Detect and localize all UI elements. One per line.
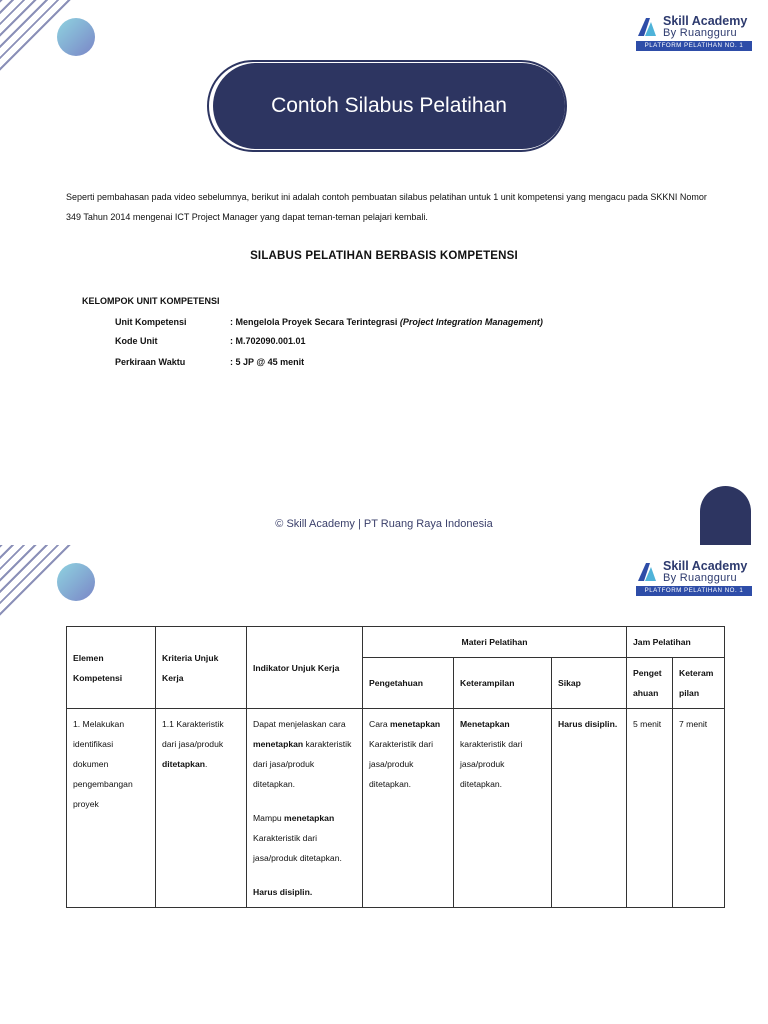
kriteria-end: . [204,759,208,769]
peng-end: Karakteristik dari jasa/produk ditetapkan. [369,739,433,789]
skill-academy-logo [636,14,754,54]
logo-name: Skill Academy [663,14,748,28]
unit-kompetensi-label: Unit Kompetensi [115,317,187,327]
indikator-2 [253,808,356,868]
cell-jam-pengetahuan: 5 menit [627,709,673,908]
kriteria-text: 1.1 Karakteristik dari jasa/produk [162,719,224,749]
cell-kriteria [156,709,247,908]
kode-unit-label: Kode Unit [115,336,158,346]
spacer [253,794,356,808]
kode-unit-value: : M.702090.001.01 [230,336,306,346]
header-keterampilan: Keterampilan [454,658,552,709]
logo-mark-icon [636,561,658,583]
ind1-end: karakteristik dari jasa/produk ditetapkan. [253,739,352,789]
unit-value-text: : Mengelola Proyek Secara Terintegrasi [230,317,400,327]
perkiraan-waktu-value: : 5 JP @ 45 menit [230,357,305,367]
ind1-bold: menetapkan [253,739,304,749]
indikator-1 [253,714,356,794]
ind2-end: Karakteristik dari jasa/produk ditetapkan. [253,833,342,863]
page-footer: © Skill Academy | PT Ruang Raya Indonesia [275,518,493,530]
syllabus-title: SILABUS PELATIHAN BERBASIS KOMPETENSI [250,250,518,262]
cell-indikator [247,709,363,908]
skill-academy-logo [636,559,754,599]
cell-jam-keterampilan: 7 menit [673,709,725,908]
slide-page-2 [0,545,768,1024]
header-jam: Jam Pelatihan [627,627,725,658]
header-sikap: Sikap [552,658,627,709]
decorative-tab [700,486,751,545]
syllabus-table [66,626,725,908]
ind2-text: Mampu [253,813,285,823]
header-kriteria: Kriteria Unjuk Kerja [156,627,247,709]
perkiraan-waktu-label: Perkiraan Waktu [115,357,186,367]
unit-kompetensi-value [230,317,543,327]
kriteria-bold: ditetapkan [162,759,205,769]
cell-pengetahuan [363,709,454,908]
peng-bold: menetapkan [390,719,441,729]
header-materi: Materi Pelatihan [363,627,627,658]
cell-sikap [552,709,627,908]
unit-value-english: (Project Integration Management) [399,317,543,327]
header-jam-pengetahuan: Penget ahuan [627,658,673,709]
cell-elemen: 1. Melakukan identifikasi dokumen pengembangan proyek [67,709,156,908]
header-elemen: Elemen Kompetensi [67,627,156,709]
intro-paragraph: Seperti pembahasan pada video sebelumnya, berikut ini adalah contoh pembuatan silabus pelatihan untuk 1 unit kompetensi yang mengacu pada SKKNI Nomor 349 Tahun 2014 mengenai ICT Project Manager yang dapat teman-teman pelajari kembali. [66,192,707,222]
ind2-bold: menetapkan [284,813,335,823]
logo-by: By Ruangguru [663,572,737,584]
page-title-banner: Contoh Silabus Pelatihan [213,63,565,149]
logo-name: Skill Academy [663,559,748,573]
header-jam-keterampilan: Keteram pilan [673,658,725,709]
table-header-row [67,627,725,658]
ind3-bold: Harus disiplin. [253,887,313,897]
decorative-circle [57,563,95,601]
peng-text: Cara [369,719,391,729]
logo-by: By Ruangguru [663,27,737,39]
cell-keterampilan [454,709,552,908]
logo-tagline: PLATFORM PELATIHAN NO. 1 [636,41,752,51]
decorative-circle [57,18,95,56]
sikap-bold: Harus disiplin. [558,719,618,729]
indikator-3 [253,882,356,902]
header-pengetahuan: Pengetahuan [363,658,454,709]
spacer [253,868,356,882]
header-indikator: Indikator Unjuk Kerja [247,627,363,709]
ket-text: karakteristik dari jasa/produk ditetapkan. [460,739,523,789]
logo-mark-icon [636,16,658,38]
logo-tagline: PLATFORM PELATIHAN NO. 1 [636,586,752,596]
ket-bold: Menetapkan [460,719,510,729]
ind1-text: Dapat menjelaskan cara [253,719,346,729]
table-row [67,709,725,908]
unit-group-label: KELOMPOK UNIT KOMPETENSI [82,296,220,306]
